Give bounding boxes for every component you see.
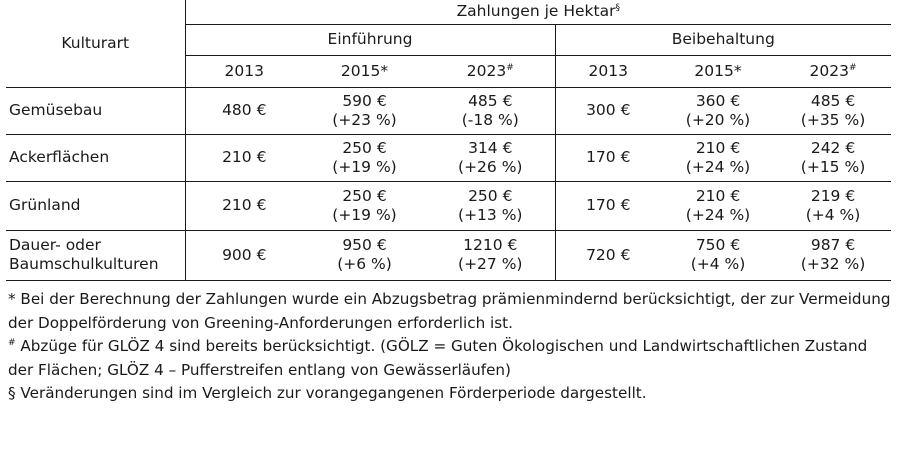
value-cell: 720 € bbox=[555, 230, 661, 280]
value-cell: 250 € (+13 %) bbox=[426, 181, 555, 230]
value-cell: 590 € (+23 %) bbox=[303, 87, 426, 134]
table-row bbox=[6, 181, 891, 230]
footnotes bbox=[8, 288, 893, 406]
kulturart-cell: Ackerflächen bbox=[6, 134, 185, 181]
value-cell: 170 € bbox=[555, 181, 661, 230]
table-row bbox=[6, 87, 891, 134]
payments-table bbox=[6, 0, 891, 281]
value-cell: 485 € (+35 %) bbox=[775, 87, 891, 134]
kulturart-header: Kulturart bbox=[6, 0, 185, 87]
kulturart-cell: Grünland bbox=[6, 181, 185, 230]
value-cell: 210 € bbox=[185, 134, 303, 181]
year-header: 2015* bbox=[303, 55, 426, 87]
footnote-hash: # Abzüge für GLÖZ 4 sind bereits berücksichtigt. (GÖLZ = Guten Ökologischen und Landwirtschaftlichen Zustand der Flächen; GLÖZ 4 – Pufferstreifen entlang von Gewässerläufen) bbox=[8, 337, 868, 379]
value-cell: 210 € (+24 %) bbox=[661, 181, 775, 230]
value-cell: 242 € (+15 %) bbox=[775, 134, 891, 181]
value-cell: 485 € (-18 %) bbox=[426, 87, 555, 134]
value-cell: 210 € (+24 %) bbox=[661, 134, 775, 181]
year-header: 2013 bbox=[185, 55, 303, 87]
year-header: 2013 bbox=[555, 55, 661, 87]
table-row bbox=[6, 230, 891, 280]
table-row bbox=[6, 134, 891, 181]
einfuehrung-header: Einführung bbox=[185, 24, 555, 55]
value-cell: 360 € (+20 %) bbox=[661, 87, 775, 134]
year-header: 2015* bbox=[661, 55, 775, 87]
value-cell: 900 € bbox=[185, 230, 303, 280]
footnote-star: * Bei der Berechnung der Zahlungen wurde ein Abzugsbetrag prämienmindernd berücksichtigt, der zur Vermeidung der Doppelförderung von Greening-Anforderungen erforderlich ist. bbox=[8, 290, 891, 332]
footnote-section: § Veränderungen sind im Vergleich zur vorangegangenen Förderperiode dargestellt. bbox=[8, 384, 647, 402]
value-cell: 987 € (+32 %) bbox=[775, 230, 891, 280]
kulturart-cell: Gemüsebau bbox=[6, 87, 185, 134]
kulturart-cell: Dauer- oder Baumschulkulturen bbox=[6, 230, 185, 280]
value-cell: 170 € bbox=[555, 134, 661, 181]
value-cell: 750 € (+4 %) bbox=[661, 230, 775, 280]
value-cell: 210 € bbox=[185, 181, 303, 230]
year-header: 2023# bbox=[775, 55, 891, 87]
value-cell: 950 € (+6 %) bbox=[303, 230, 426, 280]
beibehaltung-header: Beibehaltung bbox=[555, 24, 891, 55]
value-cell: 250 € (+19 %) bbox=[303, 134, 426, 181]
value-cell: 250 € (+19 %) bbox=[303, 181, 426, 230]
value-cell: 480 € bbox=[185, 87, 303, 134]
year-header: 2023# bbox=[426, 55, 555, 87]
zahlungen-header: Zahlungen je Hektar§ bbox=[185, 0, 891, 24]
value-cell: 300 € bbox=[555, 87, 661, 134]
value-cell: 314 € (+26 %) bbox=[426, 134, 555, 181]
value-cell: 1210 € (+27 %) bbox=[426, 230, 555, 280]
value-cell: 219 € (+4 %) bbox=[775, 181, 891, 230]
